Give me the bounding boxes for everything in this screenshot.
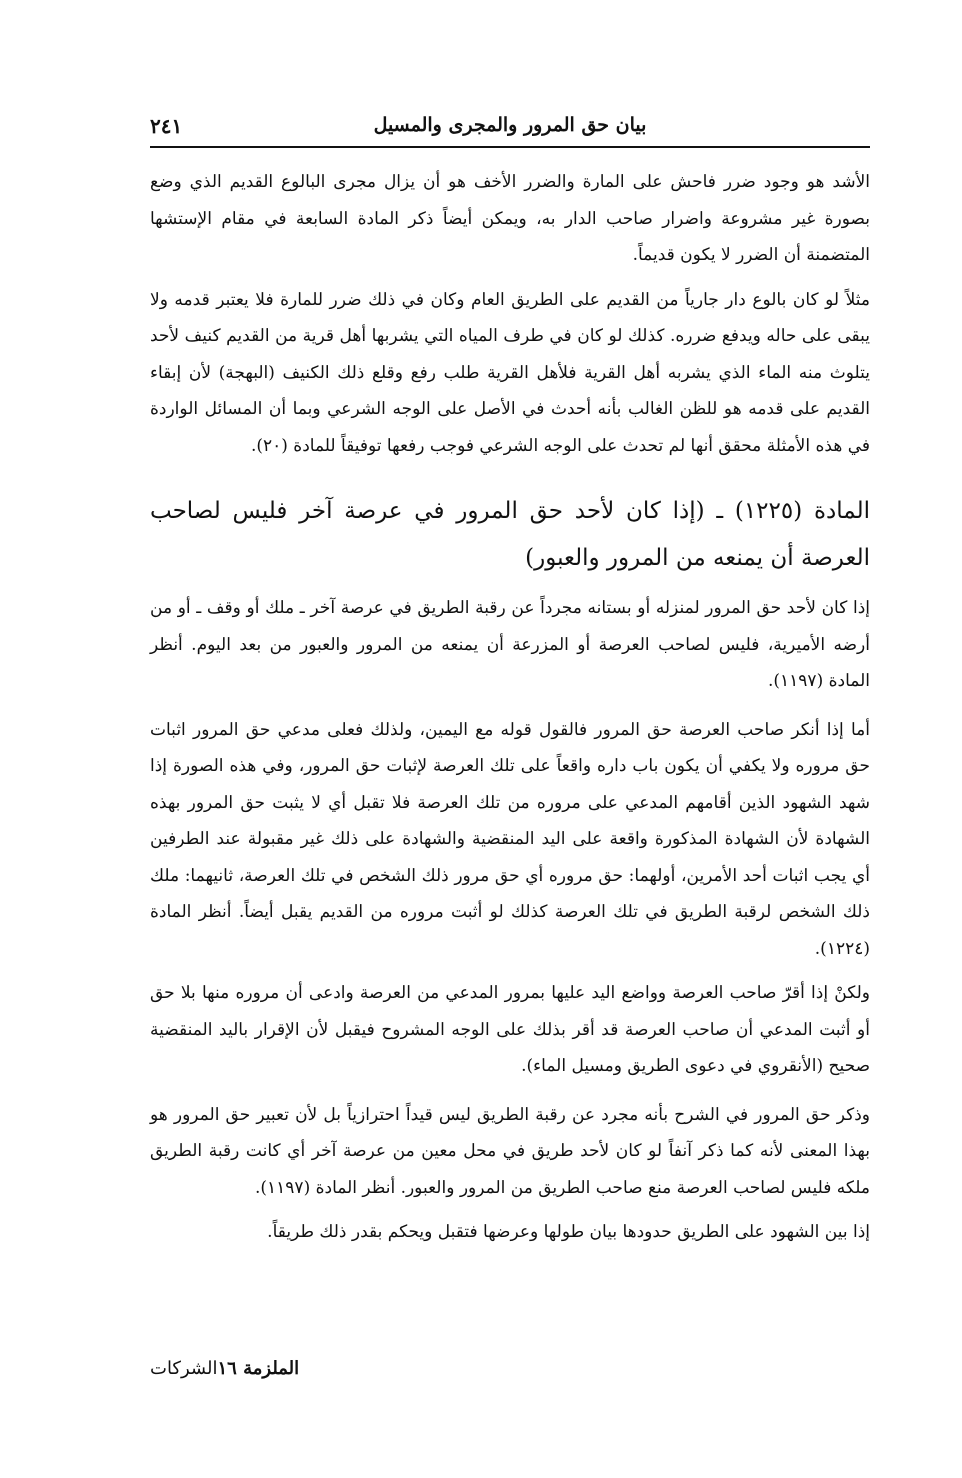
paragraph-7: إذا بين الشهود على الطريق حدودها بيان طولها وعرضها فتقبل ويحكم بقدر ذلك طريقاً.: [267, 1222, 870, 1242]
signature-label: الملزمة ١٦: [217, 1358, 300, 1379]
paragraph-4: أما إذا أنكر صاحب العرصة حق المرور فالقول قوله مع اليمين، ولذلك فعلى مدعي حق المرور اثبات حق مروره ولا يكفي أن يكون باب داره واقعاً على تلك العرصة لإثبات حق المرور، وفي هذه الصورة إذا شهد الشهود الذين أقامهم المدعي على مروره من تلك العرصة فلا تقبل أي لا يثبت حق المرور بهذه الشهادة لأن الشهادة المذكورة واقعة على اليد المنقضية والشهادة على ذلك غير مقبولة عند الطرفين أي يجب اثبات أحد الأمرين، أولهما: حق مروره أي حق مرور ذلك الشخص في تلك العرصة، ثانيهما: ملك ذلك الشخص لرقبة الطريق في تلك العرصة كذلك لو أثبت مروره من القديم يقبل أيضاً. أنظر المادة (١٢٢٤).: [150, 719, 870, 959]
page-footer: [150, 1358, 299, 1379]
paragraph-3: إذا كان لأحد حق المرور لمنزله أو بستانه مجرداً عن رقبة الطريق في عرصة آخر ـ ملك أو وقف ـ أو من أرضه الأميرية، فليس لصاحب العرصة أو المزرعة أن يمنعه من المرور والعبور من بعد اليوم. أنظر المادة (١١٩٧).: [150, 598, 870, 691]
paragraph-2: مثلاً لو كان بالوع دار جارياً من القديم على الطريق العام وكان في ذلك ضرر للمارة فلا يعتبر قدمه ولا يبقى على حاله ويدفع ضرره. كذلك لو كان في طرف المياه التي يشربها أهل قرية من القديم كنيف لأحد يتلوث منه الماء الذي يشربه أهل القرية فلأهل القرية طلب رفع وقلع ذلك الكنيف (البهجة) لأن إبقاء القديم على قدمه هو للظن الغالب بأنه أحدث في الأصل على الوجه الشرعي وبما أن المسائل الواردة في هذه الأمثلة محقق أنها لم تحدث على الوجه الشرعي فوجب رفعها توفيقاً للمادة (٢٠).: [150, 289, 870, 456]
publisher-name: الشركات: [150, 1358, 218, 1379]
article-heading: المادة (١٢٢٥) ـ (إذا كان لأحد حق المرور في عرصة آخر فليس لصاحب العرصة أن يمنعه من المرور والعبور): [150, 498, 870, 571]
header-divider: [150, 146, 870, 148]
page-header: [150, 112, 870, 150]
paragraph-6: وذكر حق المرور في الشرح بأنه مجرد عن رقبة الطريق ليس قيداً احترازياً بل لأن تعبير حق المرور هو بهذا المعنى لأنه كما ذكر آنفاً لو كان لأحد طريق في محل معين من عرصة آخر أي كانت رقبة الطريق ملكه فليس لصاحب العرصة منع صاحب الطريق من المرور والعبور. أنظر المادة (١١٩٧).: [150, 1104, 870, 1198]
running-title: بيان حق المرور والمجرى والمسيل: [373, 114, 647, 136]
paragraph-5: ولكنْ إذا أقرّ صاحب العرصة وواضع اليد عليها بمرور المدعي من العرصة وادعى أن مروره منها بلا حق أو أثبت المدعي أن صاحب العرصة قد أقر بذلك على الوجه المشروح فيقبل لأن الإقرار باليد المنقضية صحيح (الأنقروي في دعوى الطريق ومسيل الماء).: [150, 983, 870, 1076]
page-number: ٢٤١: [150, 114, 183, 138]
page-content: [150, 112, 870, 1251]
paragraph-1: الأشد هو وجود ضرر فاحش على المارة والضرر الأخف هو أن يزال مجرى البالوع القديم الذي وضع بصورة غير مشروعة واضرار صاحب الدار به، ويمكن أيضاً ذكر المادة السابعة في مقام الإستشها المتضمنة أن الضرر لا يكون قديماً.: [150, 172, 870, 265]
